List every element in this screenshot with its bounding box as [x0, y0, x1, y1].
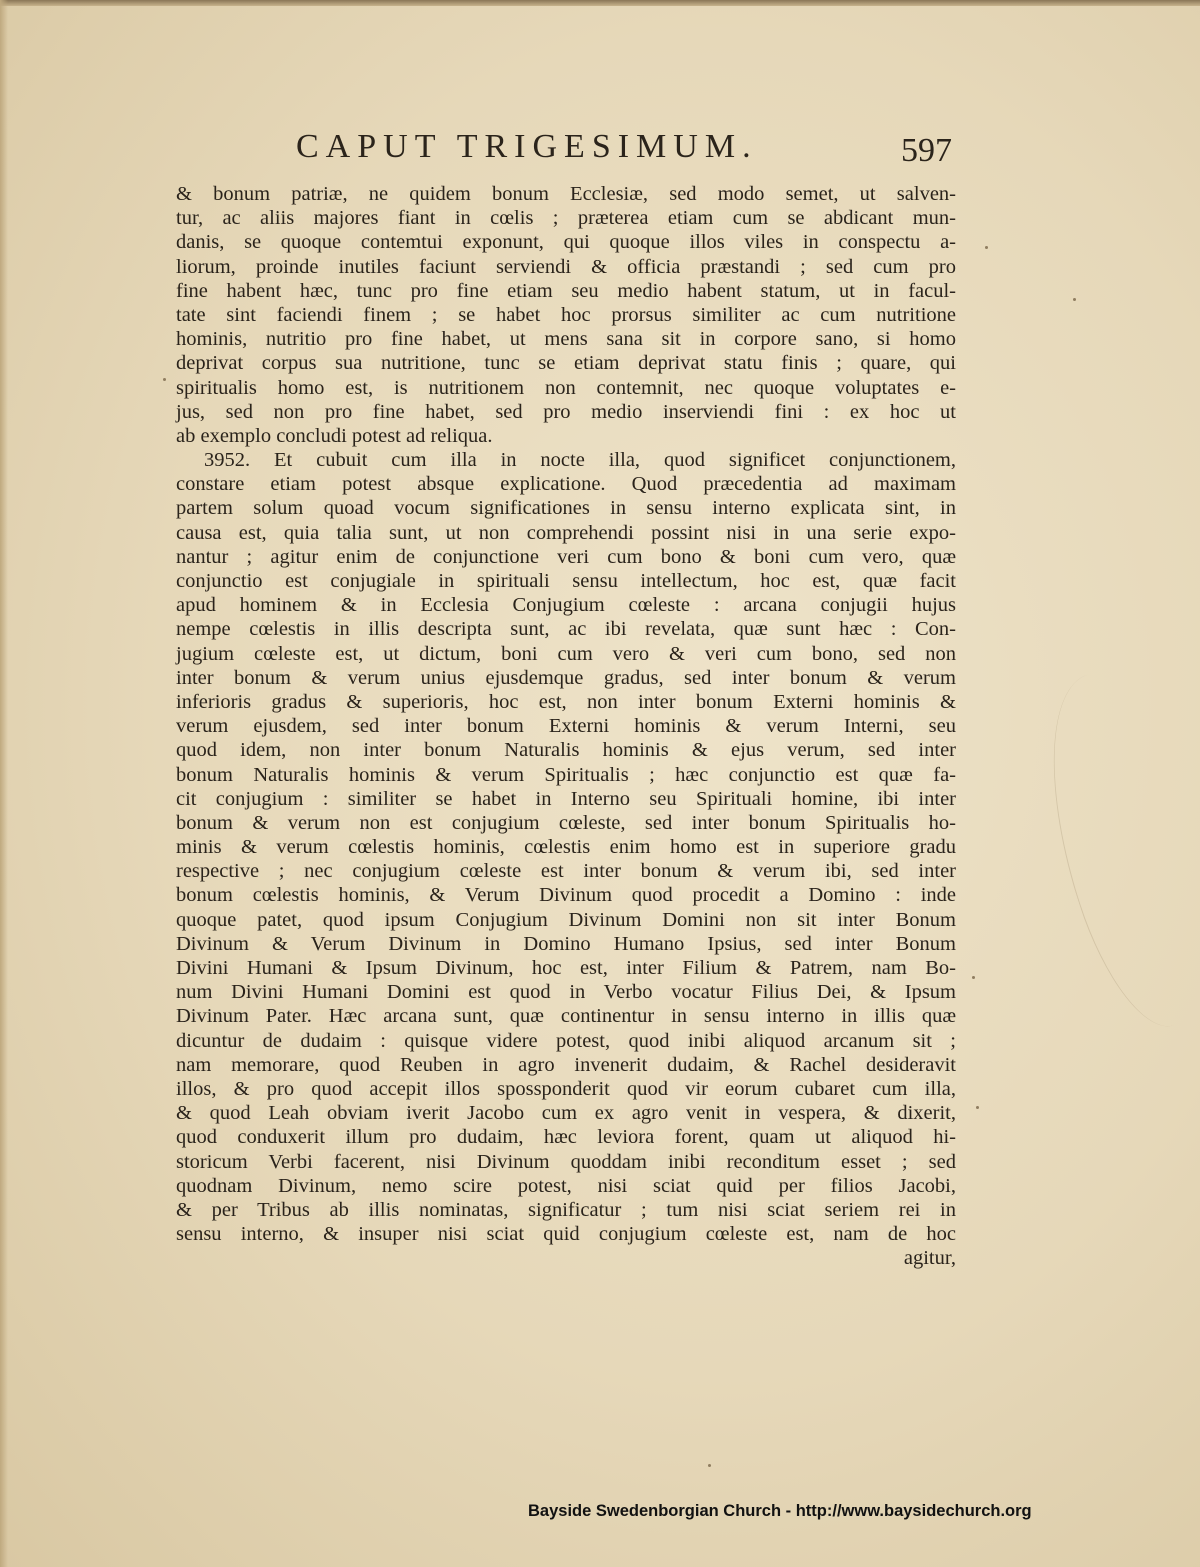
text-line: quodnam Divinum, nemo scire potest, nisi sciat quid per filios Jacobi,	[176, 1174, 956, 1197]
running-title: CAPUT TRIGESIMUM.	[296, 128, 758, 165]
text-line: tate sint faciendi finem ; se habet hoc prorsus similiter ac cum nutritione	[176, 303, 956, 326]
text-line: bonum cœlestis hominis, & Verum Divinum quod procedit a Domino : inde	[176, 884, 956, 907]
text-line: quod idem, non inter bonum Naturalis hominis & ejus verum, sed inter	[176, 739, 956, 762]
text-line: respective ; nec conjugium cœleste est inter bonum & verum ibi, sed inter	[176, 860, 956, 883]
text-line: num Divini Humani Domini est quod in Verbo vocatur Filius Dei, & Ipsum	[176, 981, 956, 1004]
text-line: illos, & pro quod accepit illos spossponderit quod vir eorum cubaret cum illa,	[176, 1077, 956, 1100]
text-line: & quod Leah obviam iverit Jacobo cum ex agro venit in vespera, & dixerit,	[176, 1102, 956, 1125]
ink-speck	[163, 378, 166, 381]
catchword: agitur,	[903, 1247, 956, 1270]
text-line: constare etiam potest absque explicatione. Quod præcedentia ad maximam	[176, 473, 956, 496]
page-left-edge	[0, 0, 8, 1567]
text-line: Divini Humani & Ipsum Divinum, hoc est, inter Filium & Patrem, nam Bo-	[176, 957, 956, 979]
text-line: apud hominem & in Ecclesia Conjugium cœleste : arcana conjugii hujus	[176, 594, 956, 617]
text-line: jugium cœleste est, ut dictum, boni cum vero & veri cum bono, sed non	[176, 642, 956, 665]
text-line: dicuntur de dudaim : quisque videre potest, quod inibi aliquod arcanum sit ;	[176, 1029, 956, 1052]
text-line: quoque patet, quod ipsum Conjugium Divinum Domini non sit inter Bonum	[176, 908, 956, 931]
text-line: nam memorare, quod Reuben in agro invenerit dudaim, & Rachel desideravit	[176, 1053, 956, 1076]
footer-credit: Bayside Swedenborgian Church - http://www.baysidechurch.org	[528, 1502, 1032, 1520]
body-text	[176, 182, 956, 1270]
text-line: sensu interno, & insuper nisi sciat quid conjugium cœleste est, nam de hoc	[176, 1223, 956, 1246]
ink-speck	[1073, 298, 1076, 301]
text-line: bonum & verum non est conjugium cœleste, sed inter bonum Spiritualis ho-	[176, 811, 956, 834]
text-line: partem solum quoad vocum significationes in sensu interno explicata sint, in	[176, 497, 956, 520]
text-line: cit conjugium : similiter se habet in Interno seu Spirituali homine, ibi inter	[176, 787, 956, 810]
text-line: & per Tribus ab illis nominatas, significatur ; tum nisi sciat seriem rei in	[176, 1198, 956, 1221]
page-number: 597	[901, 132, 952, 169]
text-line: minis & verum cœlestis hominis, cœlestis enim homo est in superiore gradu	[176, 836, 956, 859]
ink-speck	[976, 1106, 979, 1109]
page-header	[296, 128, 966, 176]
text-line: liorum, proinde inutiles faciunt serviendi & officia præstandi ; sed cum pro	[176, 255, 956, 278]
text-line: inferioris gradus & superioris, hoc est, non inter bonum Externi hominis &	[176, 690, 956, 713]
text-line: nantur ; agitur enim de conjunctione veri cum bono & boni cum vero, quæ	[176, 545, 956, 568]
text-line: Divinum & Verum Divinum in Domino Humano Ipsius, sed inter Bonum	[176, 932, 956, 955]
text-line: danis, se quoque contemtui exponunt, qui quoque illos viles in conspectu a-	[176, 231, 956, 254]
text-line: nempe cœlestis in illis descripta sunt, ac ibi revelata, quæ sunt hæc : Con-	[176, 618, 956, 641]
text-line: inter bonum & verum unius ejusdemque gradus, sed inter bonum & verum	[176, 666, 956, 689]
text-line: fine habent hæc, tunc pro fine etiam seu medio habent statum, ut in facul-	[176, 279, 956, 302]
text-line: bonum Naturalis hominis & verum Spiritualis ; hæc conjunctio est quæ fa-	[176, 763, 956, 786]
text-line: & bonum patriæ, ne quidem bonum Ecclesiæ, sed modo semet, ut salven-	[176, 183, 956, 205]
text-line: quod conduxerit illum pro dudaim, hæc leviora forent, quam ut aliquod hi-	[176, 1126, 956, 1149]
text-line: spiritualis homo est, is nutritionem non contemnit, nec quoque voluptates e-	[176, 376, 956, 399]
text-line: Divinum Pater. Hæc arcana sunt, quæ continentur in sensu interno in illis quæ	[176, 1005, 956, 1028]
text-line: verum ejusdem, sed inter bonum Externi hominis & verum Interni, seu	[176, 715, 956, 738]
paper-crease	[1013, 659, 1200, 1042]
ink-speck	[708, 1464, 711, 1467]
text-line: tur, ac aliis majores fiant in cœlis ; præterea etiam cum se abdicant mun-	[176, 207, 956, 230]
text-line: ab exemplo concludi potest ad reliqua.	[176, 424, 493, 447]
text-line: causa est, quia talia sunt, ut non comprehendi possint nisi in una serie expo-	[176, 521, 956, 544]
ink-speck	[985, 246, 988, 249]
text-line: deprivat corpus sua nutritione, tunc se etiam deprivat statu finis ; quare, qui	[176, 352, 956, 375]
paragraph-start-line: 3952. Et cubuit cum illa in nocte illa, quod significet conjunctionem,	[204, 449, 956, 472]
page-top-edge	[0, 0, 1200, 6]
text-line: storicum Verbi facerent, nisi Divinum quoddam inibi reconditum esset ; sed	[176, 1150, 956, 1173]
text-line: hominis, nutritio pro fine habet, ut mens sana sit in corpore sano, si homo	[176, 328, 956, 351]
text-line: jus, sed non pro fine habet, sed pro medio inserviendi fini : ex hoc ut	[176, 400, 956, 423]
ink-speck	[972, 976, 975, 979]
text-line: conjunctio est conjugiale in spirituali sensu intellectum, hoc est, quæ facit	[176, 570, 956, 592]
